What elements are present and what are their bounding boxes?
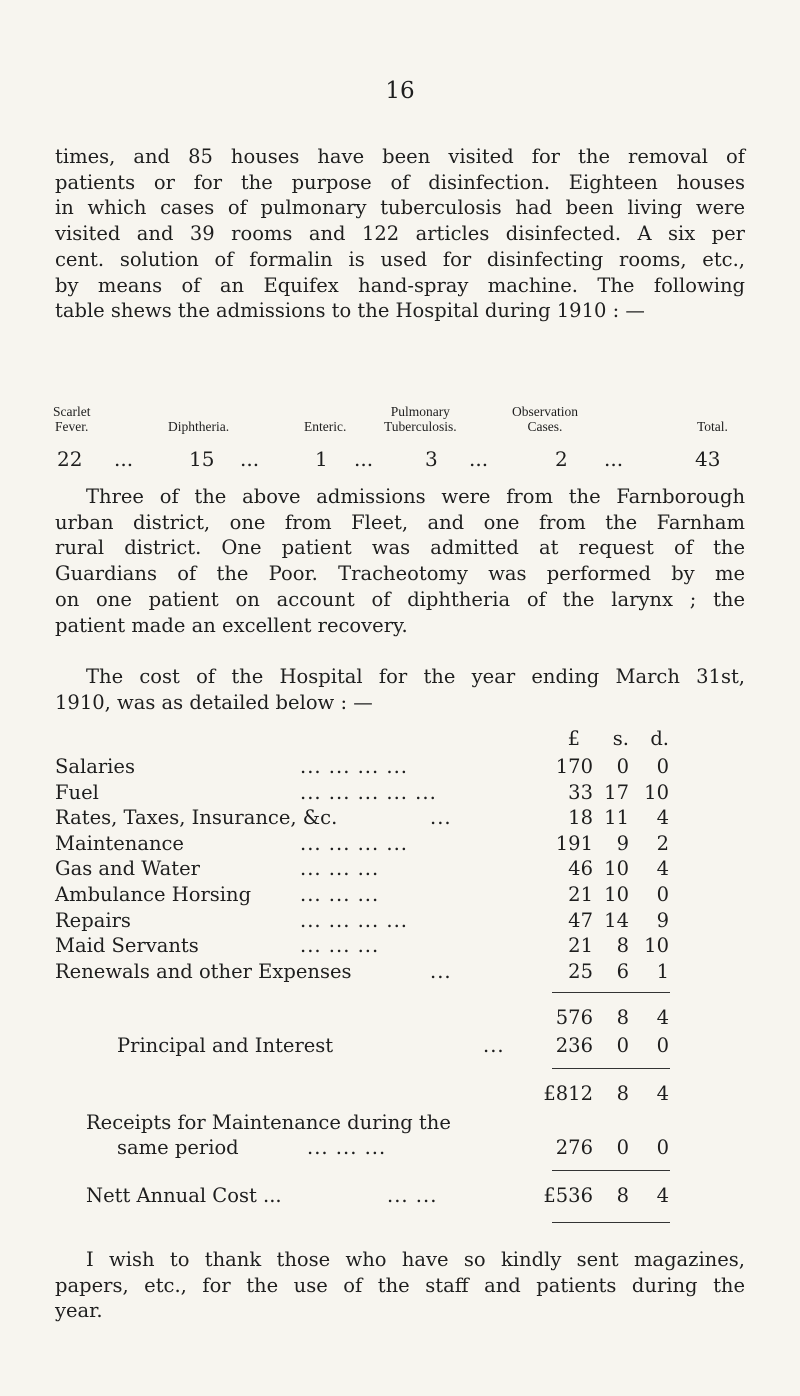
cost-row-label: Fuel xyxy=(55,781,99,804)
cost-row-pence: 0 xyxy=(656,755,669,778)
principal-interest-label: Principal and Interest xyxy=(117,1034,334,1057)
header-observation-cases xyxy=(512,404,578,434)
value-diphtheria: 15 xyxy=(189,447,215,471)
text-line: patient made an excellent recovery. xyxy=(55,613,408,637)
text-line: visited and 39 rooms and 122 articles disinfected. A six per xyxy=(55,222,745,246)
header-pulmonary-tuberculosis xyxy=(384,404,457,434)
cost-row-pence: 2 xyxy=(656,832,669,855)
page-number: 16 xyxy=(385,78,415,104)
receipts-label-line2: same period xyxy=(117,1136,239,1159)
paragraph-admissions-notes xyxy=(55,484,745,638)
principal-pounds: 236 xyxy=(555,1034,593,1057)
cost-row-pence: 0 xyxy=(656,883,669,906)
total-pence: 4 xyxy=(656,1082,669,1105)
paragraph-disinfection xyxy=(55,144,745,324)
header-text: Scarlet xyxy=(53,404,91,419)
total-shillings: 8 xyxy=(616,1082,629,1105)
cost-row-label: Repairs xyxy=(55,909,131,932)
text-line: 1910, was as detailed below : — xyxy=(55,690,373,714)
nett-shillings: 8 xyxy=(616,1184,629,1207)
leader-dots: ... ... ... ... xyxy=(300,755,408,778)
cost-row-shillings: 11 xyxy=(604,806,629,829)
receipts-pounds: 276 xyxy=(555,1136,593,1159)
text-line: papers, etc., for the use of the staff and patients during the xyxy=(55,1273,745,1297)
header-text: Fever. xyxy=(55,419,89,434)
separator-dots: ... xyxy=(354,447,374,471)
principal-shillings: 0 xyxy=(616,1034,629,1057)
cost-row-label: Salaries xyxy=(55,755,135,778)
leader-dots: ... ... ... ... xyxy=(300,909,408,932)
value-pulmonary-tuberculosis: 3 xyxy=(425,447,438,471)
header-shillings: s. xyxy=(612,727,629,750)
leader-dots: ... ... ... xyxy=(307,1136,387,1159)
text-line: in which cases of pulmonary tuberculosis had been living were xyxy=(55,196,745,220)
header-text: Observation xyxy=(512,404,578,419)
header-text: Tuberculosis. xyxy=(384,419,457,434)
nett-pounds: £536 xyxy=(543,1184,593,1207)
cost-row-pounds: 46 xyxy=(568,857,593,880)
text-line: times, and 85 houses have been visited for the removal of xyxy=(55,145,745,168)
cost-row-shillings: 6 xyxy=(616,960,629,983)
cost-row-label: Ambulance Horsing xyxy=(55,883,252,906)
nett-pence: 4 xyxy=(656,1184,669,1207)
header-text: Cases. xyxy=(527,419,563,434)
cost-row-shillings: 10 xyxy=(604,857,629,880)
cost-row-pence: 4 xyxy=(656,857,669,880)
cost-row-label: Maid Servants xyxy=(55,934,199,957)
cost-row-pence: 10 xyxy=(644,934,669,957)
header-diphtheria: Diphtheria. xyxy=(168,419,230,434)
text-line: urban district, one from Fleet, and one from the Farnham xyxy=(55,510,745,534)
cost-row-shillings: 14 xyxy=(604,909,629,932)
final-rule xyxy=(552,1222,670,1223)
leader-dots: ... xyxy=(483,1034,505,1057)
text-line: Guardians of the Poor. Tracheotomy was performed by me xyxy=(55,562,745,586)
cost-row-label: Gas and Water xyxy=(55,857,200,880)
cost-row-shillings: 8 xyxy=(616,934,629,957)
header-total: Total. xyxy=(697,419,728,434)
cost-row-shillings: 9 xyxy=(616,832,629,855)
cost-row-shillings: 10 xyxy=(604,883,629,906)
text-line: table shews the admissions to the Hospital during 1910 : — xyxy=(55,299,645,323)
receipts-pence: 0 xyxy=(656,1136,669,1159)
text-line: by means of an Equifex hand-spray machine. The following xyxy=(55,273,745,297)
cost-row-label: Maintenance xyxy=(55,832,184,855)
receipts-shillings: 0 xyxy=(616,1136,629,1159)
paragraph-thanks xyxy=(55,1247,745,1324)
cost-row-pounds: 170 xyxy=(555,755,593,778)
value-total: 43 xyxy=(695,447,721,471)
subtotal-pounds: 576 xyxy=(555,1006,593,1029)
separator-dots: ... xyxy=(114,447,134,471)
leader-dots: ... ... ... ... xyxy=(300,832,408,855)
cost-row-pence: 4 xyxy=(656,806,669,829)
text-line: cent. solution of formalin is used for disinfecting rooms, etc., xyxy=(55,247,745,271)
header-text: Pulmonary xyxy=(390,404,450,419)
header-scarlet-fever xyxy=(53,404,90,434)
cost-row-pounds: 21 xyxy=(568,883,593,906)
cost-row-pounds: 47 xyxy=(568,909,593,932)
header-pounds: £ xyxy=(567,727,580,750)
header-pence: d. xyxy=(650,727,669,750)
cost-row-pounds: 33 xyxy=(568,781,593,804)
leader-dots: ... ... ... xyxy=(300,883,380,906)
text-line: The cost of the Hospital for the year ending March 31st, xyxy=(86,665,745,688)
subtotal-rule xyxy=(552,992,670,993)
principal-pence: 0 xyxy=(656,1034,669,1057)
text-line: year. xyxy=(55,1299,103,1323)
paragraph-cost-intro xyxy=(55,664,745,715)
leader-dots: ... ... ... xyxy=(300,857,380,880)
text-line: Three of the above admissions were from the Farnborough xyxy=(86,485,745,508)
leader-dots: ... ... xyxy=(387,1184,438,1207)
cost-row-pence: 10 xyxy=(644,781,669,804)
leader-dots: ... ... ... xyxy=(300,934,380,957)
cost-row-pounds: 21 xyxy=(568,934,593,957)
cost-row-shillings: 17 xyxy=(604,781,629,804)
value-scarlet-fever: 22 xyxy=(57,447,83,471)
subtotal-shillings: 8 xyxy=(616,1006,629,1029)
text-line: patients or for the purpose of disinfection. Eighteen houses xyxy=(55,170,745,194)
cost-row-label: Renewals and other Expenses xyxy=(55,960,352,983)
value-enteric: 1 xyxy=(315,447,328,471)
leader-dots: ... xyxy=(430,806,452,829)
nett-annual-cost-label: Nett Annual Cost ... xyxy=(86,1184,282,1207)
nett-rule xyxy=(552,1170,670,1171)
cost-row-pence: 9 xyxy=(656,909,669,932)
cost-row-label: Rates, Taxes, Insurance, &c. xyxy=(55,806,338,829)
separator-dots: ... xyxy=(240,447,260,471)
cost-row-pence: 1 xyxy=(656,960,669,983)
value-observation-cases: 2 xyxy=(555,447,568,471)
receipts-label-line1: Receipts for Maintenance during the xyxy=(86,1111,451,1134)
separator-dots: ... xyxy=(604,447,624,471)
cost-row-pounds: 18 xyxy=(568,806,593,829)
text-line: rural district. One patient was admitted at request of the xyxy=(55,536,745,560)
text-line: I wish to thank those who have so kindly sent magazines, xyxy=(86,1248,745,1271)
subtotal-pence: 4 xyxy=(656,1006,669,1029)
cost-row-shillings: 0 xyxy=(616,755,629,778)
leader-dots: ... xyxy=(430,960,452,983)
separator-dots: ... xyxy=(469,447,489,471)
cost-row-pounds: 191 xyxy=(555,832,593,855)
text-line: on one patient on account of diphtheria of the larynx ; the xyxy=(55,587,745,611)
total-pounds: £812 xyxy=(543,1082,593,1105)
leader-dots: ... ... ... ... ... xyxy=(300,781,437,804)
cost-row-pounds: 25 xyxy=(568,960,593,983)
header-enteric: Enteric. xyxy=(304,419,347,434)
total-rule xyxy=(552,1068,670,1069)
